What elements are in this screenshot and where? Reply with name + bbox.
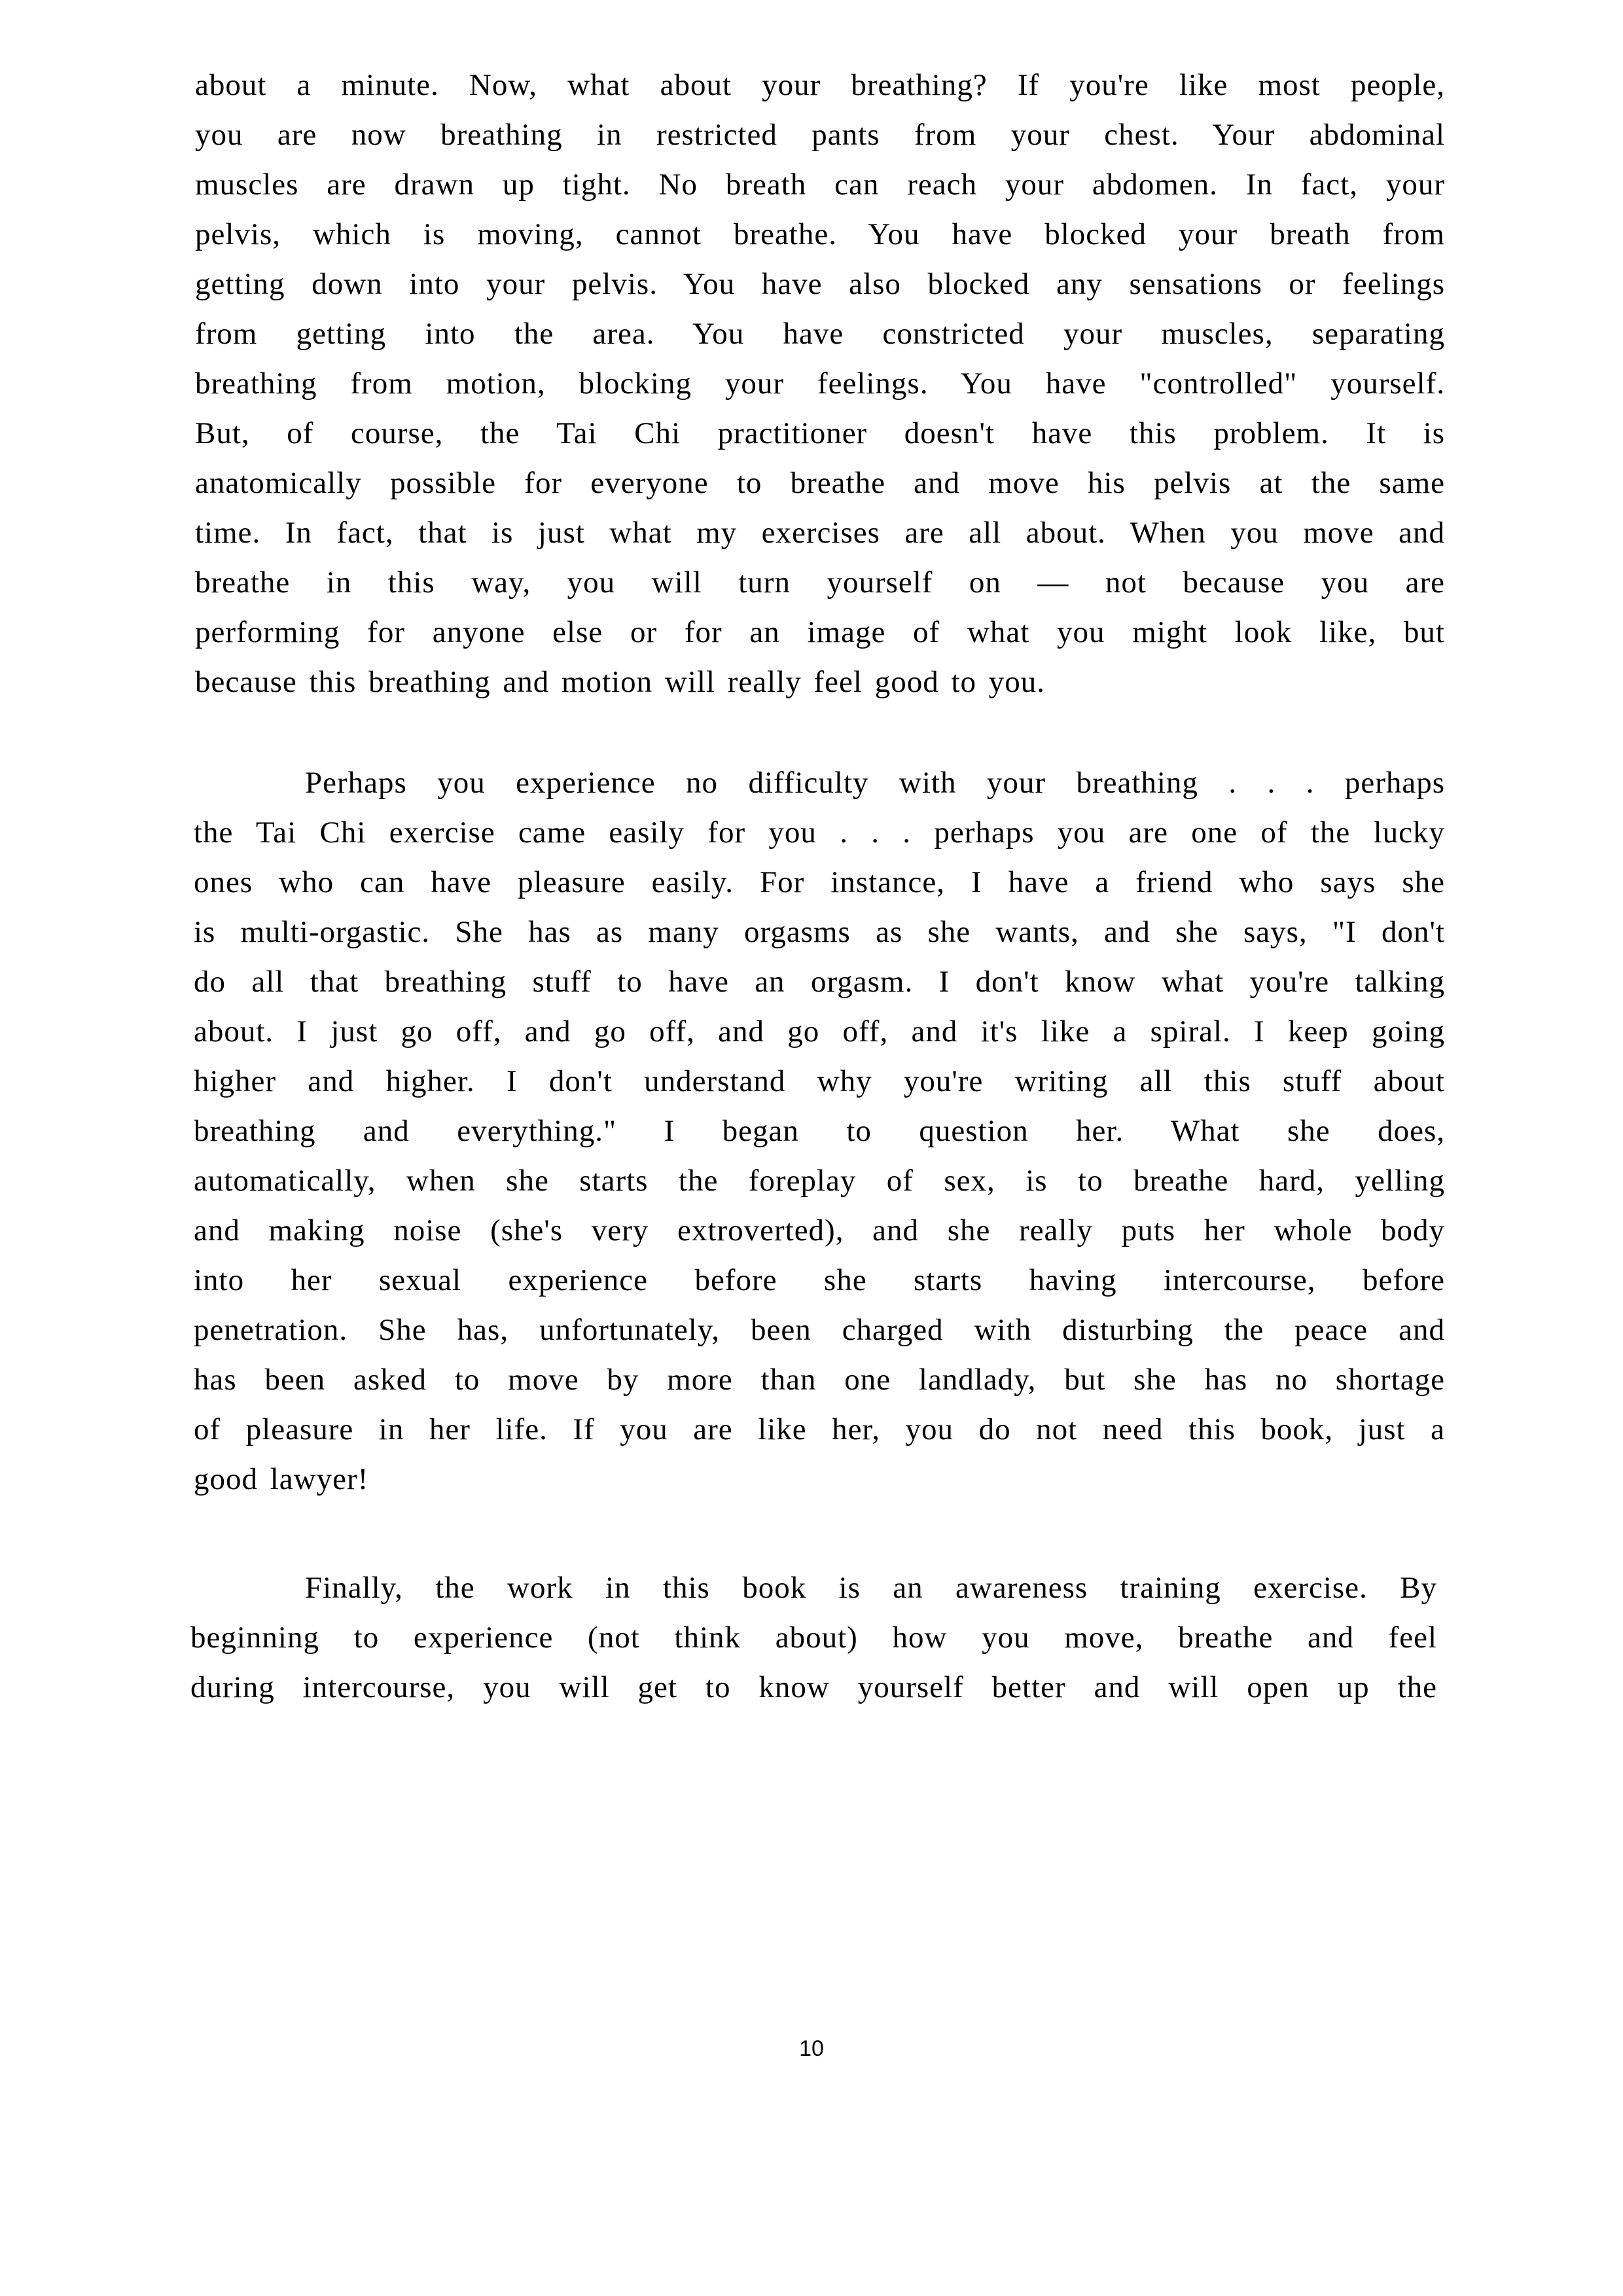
text-line: higher and higher. I don't understand why you're writing all this stuff about [194, 1064, 1445, 1098]
text-line: ones who can have pleasure easily. For instance, I have a friend who says she [194, 865, 1445, 899]
text-line: penetration. She has, unfortunately, been charged with disturbing the peace and [194, 1313, 1445, 1347]
text-line: performing for anyone else or for an image of what you might look like, but [195, 615, 1445, 649]
text-line: Finally, the work in this book is an awareness training exercise. By [305, 1571, 1437, 1605]
page-number: 10 [799, 2036, 824, 2061]
text-line: you are now breathing in restricted pants from your chest. Your abdominal [195, 118, 1445, 152]
text-line: getting down into your pelvis. You have also blocked any sensations or feelings [195, 267, 1445, 301]
text-line: breathing and everything." I began to question her. What she does, [194, 1114, 1445, 1148]
text-line: pelvis, which is moving, cannot breathe. You have blocked your breath from [195, 217, 1445, 251]
text-line: about. I just go off, and go off, and go off, and it's like a spiral. I keep going [194, 1014, 1445, 1049]
text-line: muscles are drawn up tight. No breath can reach your abdomen. In fact, your [195, 168, 1445, 202]
text-line: about a minute. Now, what about your breathing? If you're like most people, [195, 68, 1445, 102]
text-line: breathe in this way, you will turn yourself on — not because you are [195, 565, 1445, 600]
text-line: do all that breathing stuff to have an orgasm. I don't know what you're talking [194, 965, 1445, 999]
text-line: is multi-orgastic. She has as many orgasms as she wants, and she says, "I don't [194, 915, 1445, 949]
text-line: because this breathing and motion will really feel good to you. [195, 665, 1046, 699]
text-line: But, of course, the Tai Chi practitioner doesn't have this problem. It is [195, 416, 1445, 450]
text-line: breathing from motion, blocking your feelings. You have "controlled" yourself. [195, 367, 1445, 401]
text-line: of pleasure in her life. If you are like her, you do not need this book, just a [194, 1412, 1445, 1446]
text-line: Perhaps you experience no difficulty with your breathing . . . perhaps [305, 766, 1445, 800]
text-line: the Tai Chi exercise came easily for you . . . perhaps you are one of the lucky [194, 816, 1445, 850]
text-line: beginning to experience (not think about) how you move, breathe and feel [190, 1621, 1437, 1655]
text-line: good lawyer! [194, 1462, 369, 1496]
text-line: and making noise (she's very extroverted), and she really puts her whole body [194, 1213, 1445, 1247]
text-line: time. In fact, that is just what my exercises are all about. When you move and [195, 516, 1445, 550]
text-line: from getting into the area. You have constricted your muscles, separating [195, 317, 1445, 351]
text-line: into her sexual experience before she starts having intercourse, before [194, 1263, 1445, 1297]
text-line: automatically, when she starts the foreplay of sex, is to breathe hard, yelling [194, 1164, 1445, 1198]
text-line: has been asked to move by more than one landlady, but she has no shortage [194, 1363, 1445, 1397]
text-line: during intercourse, you will get to know yourself better and will open up the [190, 1670, 1437, 1704]
text-line: anatomically possible for everyone to breathe and move his pelvis at the same [195, 466, 1445, 500]
